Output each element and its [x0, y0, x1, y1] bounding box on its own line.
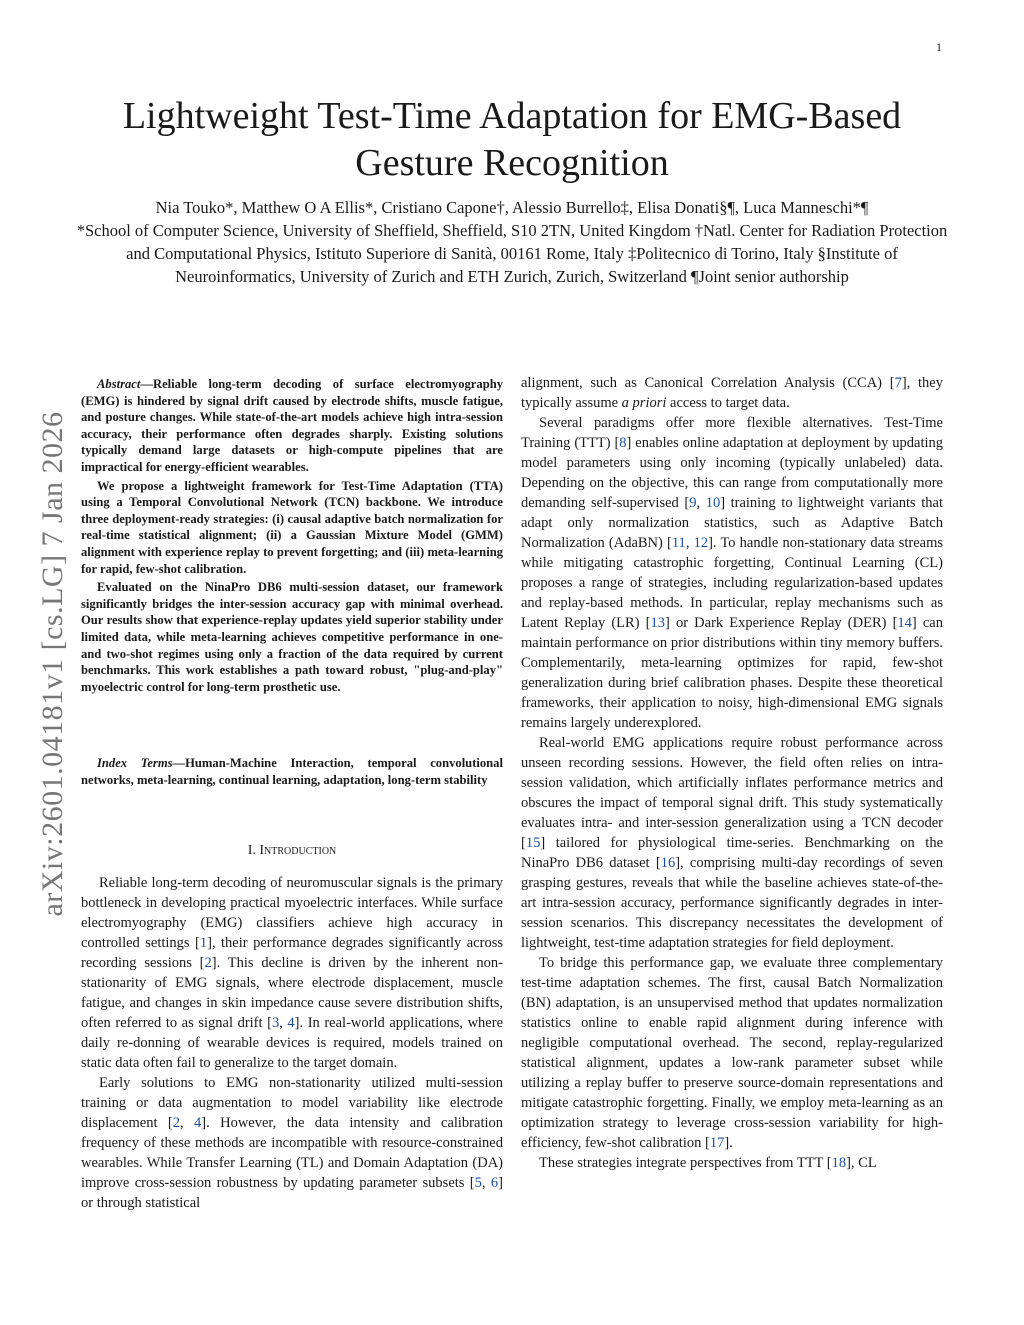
- citation-link[interactable]: 11: [671, 535, 686, 551]
- intro-paragraph-1: Reliable long-term decoding of neuromuscular signals is the primary bottleneck in developing practical myoelectric interfaces. While surface electromyography (EMG) classifiers achieve high accuracy in controlled settings [1], their performance degrades significantly across recording sessions [2]. This decline is driven by the inherent non-stationarity of EMG signals, where electrode displacement, muscle fatigue, and changes in skin impedance cause severe distribution shifts, often referred to as signal drift [3, 4]. In real-world applications, where daily re-donning of wearable devices is required, models trained on static data often fail to generalize to the target domain.: [81, 875, 504, 1071]
- arxiv-stamp: arXiv:2601.04181v1 [cs.LG] 7 Jan 2026: [36, 411, 69, 917]
- abstract: [81, 376, 503, 697]
- right-column: [521, 373, 943, 1173]
- right-paragraph-3: Real-world EMG applications require robust performance across unseen recording sessions. However, the field often relies on intra-session validation, which artificially inflates performance metrics and obscures the impact of temporal signal drift. This study systematically evaluates intra- and inter-session generalization using a TCN decoder [15] tailored for physiological time-series. Benchmarking on the NinaPro DB6 dataset [16], comprising multi-day recordings of seven grasping gestures, reveals that while the baseline achieves state-of-the-art intra-session accuracy, performance significantly degrades in inter-session scenarios. This discrepancy necessitates the development of lightweight, test-time adaptation strategies for field deployment.: [521, 735, 944, 951]
- citation-link[interactable]: 6: [490, 1175, 499, 1191]
- citation-link[interactable]: 13: [650, 615, 665, 631]
- citation-link[interactable]: 1: [199, 935, 208, 951]
- index-terms-label: Index Terms: [97, 756, 173, 770]
- right-paragraph-4: To bridge this performance gap, we evaluate three complementary test-time adaptation schemes. The first, causal Batch Normalization (BN) adaptation, is an unsupervised method that updates normalization statistics online to enable rapid alignment during inference with negligible computational overhead. The second, replay-regularized statistical alignment, updates a low-rank parameter subset while utilizing a replay buffer to preserve source-domain representations and mitigate catastrophic forgetting. Finally, we employ meta-learning as an optimization strategy to leverage cross-session variability for high-efficiency, few-shot calibration [17].: [521, 955, 943, 1151]
- citation-link[interactable]: 10: [705, 495, 721, 511]
- citation-link[interactable]: 16: [660, 855, 676, 871]
- affiliations: *School of Computer Science, University of Sheffield, Sheffield, S10 2TN, United Kingdom †Natl. Center for Radiation Protection and Computational Physics, Istituto Superiore di Sanità, 00161 Rome, Italy ‡Politecnico di Torino, Italy §Institute of Neuroinformatics, University of Zurich and ETH Zurich, Zurich, Switzerland ¶Joint senior authorship: [76, 221, 948, 286]
- citation-link[interactable]: 17: [709, 1135, 725, 1151]
- paper-title: Lightweight Test-Time Adaptation for EMG-Based Gesture Recognition: [122, 95, 902, 184]
- intro-left-column: [81, 873, 503, 1213]
- citation-link[interactable]: 7: [894, 375, 902, 391]
- right-paragraph-5: These strategies integrate perspectives from TTT [18], CL: [539, 1155, 877, 1171]
- citation-link[interactable]: 2: [172, 1115, 180, 1131]
- abstract-label: Abstract: [97, 377, 141, 391]
- abstract-paragraph-1: Abstract—Reliable long-term decoding of surface electromyography (EMG) is hindered by signal drift caused by electrode shifts, muscle fatigue, and posture changes. While state-of-the-art models achieve high intra-session accuracy, their performance often degrades sharply. Existing solutions typically demand large datasets or high-compute pipelines that are impractical for energy-efficient wearables.: [81, 377, 503, 474]
- citation-link[interactable]: 9: [689, 495, 697, 511]
- right-paragraph-2: Several paradigms offer more flexible alternatives. Test-Time Training (TTT) [8] enables online adaptation at deployment by updating model parameters using only incoming (typically unlabeled) data. Depending on the objective, this can range from computationally more demanding self-supervised [9, 10] training to lightweight variants that adapt only normalization statistics, such as Adaptive Batch Normalization (AdaBN) [11, 12]. To handle non-stationary data streams while mitigating catastrophic forgetting, Continual Learning (CL) proposes a range of strategies, including regularization-based updates and replay-based methods. In particular, replay mechanisms such as Latent Replay (LR) [13] or Dark Experience Replay (DER) [14] can maintain performance on prior distributions within tiny memory buffers. Complementarily, meta-learning optimizes for rapid, few-shot generalization during brief calibration phases. Despite these theoretical frameworks, their application to noisy, high-dimensional EMG signals remains largely underexplored.: [521, 415, 944, 731]
- citation-link[interactable]: 3: [271, 1015, 280, 1031]
- citation-link[interactable]: 4: [194, 1115, 202, 1131]
- citation-link[interactable]: 2: [204, 955, 212, 971]
- citation-link[interactable]: 8: [619, 435, 627, 451]
- citation-link[interactable]: 4: [287, 1015, 295, 1031]
- citation-link[interactable]: 5: [474, 1175, 482, 1191]
- citation-link[interactable]: 18: [831, 1155, 847, 1171]
- abstract-paragraph-3: Evaluated on the NinaPro DB6 multi-session dataset, our framework significantly bridges the inter-session accuracy gap with minimal overhead. Our results show that experience-replay updates yield superior stability under limited data, while meta-learning achieves competitive performance in one- and two-shot regimes using only a fraction of the data required by current benchmarks. This work establishes a path toward robust, "plug-and-play" myoelectric control for long-term prosthetic use.: [81, 580, 503, 694]
- citation-link[interactable]: 15: [525, 835, 541, 851]
- abstract-paragraph-2: We propose a lightweight framework for Test-Time Adaptation (TTA) using a Temporal Convolutional Network (TCN) backbone. We introduce three deployment-ready strategies: (i) causal adaptive batch normalization for real-time statistical alignment; (ii) a Gaussian Mixture Model (GMM) alignment with experience replay to prevent forgetting; and (iii) meta-learning for rapid, few-shot calibration.: [81, 478, 503, 576]
- section-heading: I. Introduction: [247, 843, 337, 858]
- page-number: 1: [936, 40, 942, 54]
- intro-paragraph-2: Early solutions to EMG non-stationarity utilized multi-session training or data augmentation to model variability like electrode displacement [2, 4]. However, the data intensity and calibration frequency of these methods are incompatible with resource-constrained wearables. While Transfer Learning (TL) and Domain Adaptation (DA) improve cross-session robustness by updating parameter subsets [5, 6] or through statistical: [81, 1075, 504, 1211]
- index-terms: Index Terms—Human-Machine Interaction, temporal convolutional networks, meta-learning, continual learning, adaptation, long-term stability: [81, 756, 503, 787]
- right-paragraph-1: alignment, such as Canonical Correlation Analysis (CCA) [7], they typically assume a priori access to target data.: [521, 375, 943, 411]
- citation-link[interactable]: 12: [693, 535, 709, 551]
- citation-link[interactable]: 14: [897, 615, 912, 631]
- author-list: Nia Touko*, Matthew O A Ellis*, Cristiano Capone†, Alessio Burrello‡, Elisa Donati§¶, Luca Manneschi*¶: [155, 198, 869, 217]
